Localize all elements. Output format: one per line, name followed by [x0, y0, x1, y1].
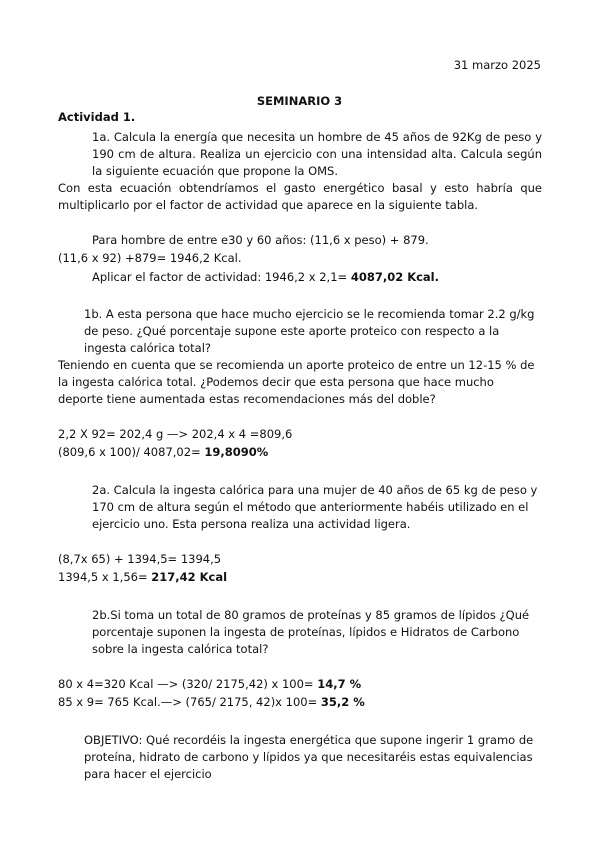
document-date: 31 marzo 2025 — [453, 58, 541, 72]
question-1a-factor-result: 4087,02 Kcal. — [350, 270, 439, 284]
question-2b-calc1-result: 14,7 % — [317, 677, 362, 691]
question-1a-factor-prefix: Aplicar el factor de actividad: 1946,2 x 2,1= — [92, 270, 351, 284]
question-2b-text: 2b.Si toma un total de 80 gramos de proteínas y 85 gramos de lípidos ¿Qué porcentaje suponen la ingesta de proteínas, lípidos e Hidratos de Carbono sobre la ingesta calórica total? — [92, 608, 530, 656]
question-2b — [58, 607, 542, 658]
question-1a — [58, 129, 542, 180]
question-1a-factor — [92, 270, 439, 285]
question-1b — [58, 306, 542, 357]
page-title: SEMINARIO 3 — [256, 94, 343, 108]
question-1b-calc2-result: 19,8090% — [204, 445, 269, 459]
question-1b-calc2-prefix: (809,6 x 100)/ 4087,02= — [58, 445, 205, 459]
question-2b-calc2-result: 35,2 % — [320, 695, 365, 709]
question-1a-note: Con esta ecuación obtendríamos el gasto energético basal y esto habría que multiplicarlo por el factor de actividad que aparece en la siguiente tabla. — [58, 181, 542, 212]
question-2a-calc2-result: 217,42 Kcal — [151, 570, 228, 584]
question-2a-calc2 — [58, 570, 227, 585]
question-2a — [58, 482, 542, 533]
question-1b-calc1: 2,2 X 92= 202,4 g —> 202,4 x 4 =809,6 — [58, 427, 293, 441]
question-2b-calc1 — [58, 677, 361, 692]
question-2a-calc1: (8,7x 65) + 1394,5= 1394,5 — [58, 552, 222, 566]
question-1a-text: 1a. Calcula la energía que necesita un hombre de 45 años de 92Kg de peso y 190 cm de altura. Realiza un ejercicio con una intensidad alta. Calcula según la siguiente ecuación que propone la OMS. — [92, 130, 542, 178]
question-2a-calc2-prefix: 1394,5 x 1,56= — [58, 570, 152, 584]
question-2b-calc2 — [58, 695, 365, 710]
question-1b-note: Teniendo en cuenta que se recomienda un aporte proteico de entre un 12-15 % de la ingesta calórica total. ¿Podemos decir que esta persona que hace mucho deporte tiene aumentada estas recomendaciones más del doble? — [58, 358, 535, 406]
question-1b-text: 1b. A esta persona que hace mucho ejercicio se le recomienda tomar 2.2 g/kg de peso. ¿Qué porcentaje supone este aporte proteico con respecto a la ingesta calórica total? — [84, 307, 535, 355]
question-1a-calc: (11,6 x 92) +879= 1946,2 Kcal. — [58, 251, 242, 265]
question-2b-calc2-prefix: 85 x 9= 765 Kcal.—> (765/ 2175, 42)x 100= — [58, 695, 321, 709]
question-2b-calc1-prefix: 80 x 4=320 Kcal —> (320/ 2175,42) x 100= — [58, 677, 318, 691]
question-1b-calc2 — [58, 445, 268, 460]
question-1a-formula: Para hombre de entre e30 y 60 años: (11,6 x peso) + 879. — [92, 233, 429, 247]
objective-text: OBJETIVO: Qué recordéis la ingesta energética que supone ingerir 1 gramo de proteína, hidrato de carbono y lípidos ya que necesitaréis estas equivalencias para hacer el ejercicio — [84, 733, 534, 781]
objective — [58, 732, 542, 783]
activity-heading: Actividad 1. — [58, 110, 136, 124]
question-2a-text: 2a. Calcula la ingesta calórica para una mujer de 40 años de 65 kg de peso y 170 cm de altura según el método que anteriormente habéis utilizado en el ejercicio uno. Esta persona realiza una actividad ligera. — [92, 483, 538, 531]
